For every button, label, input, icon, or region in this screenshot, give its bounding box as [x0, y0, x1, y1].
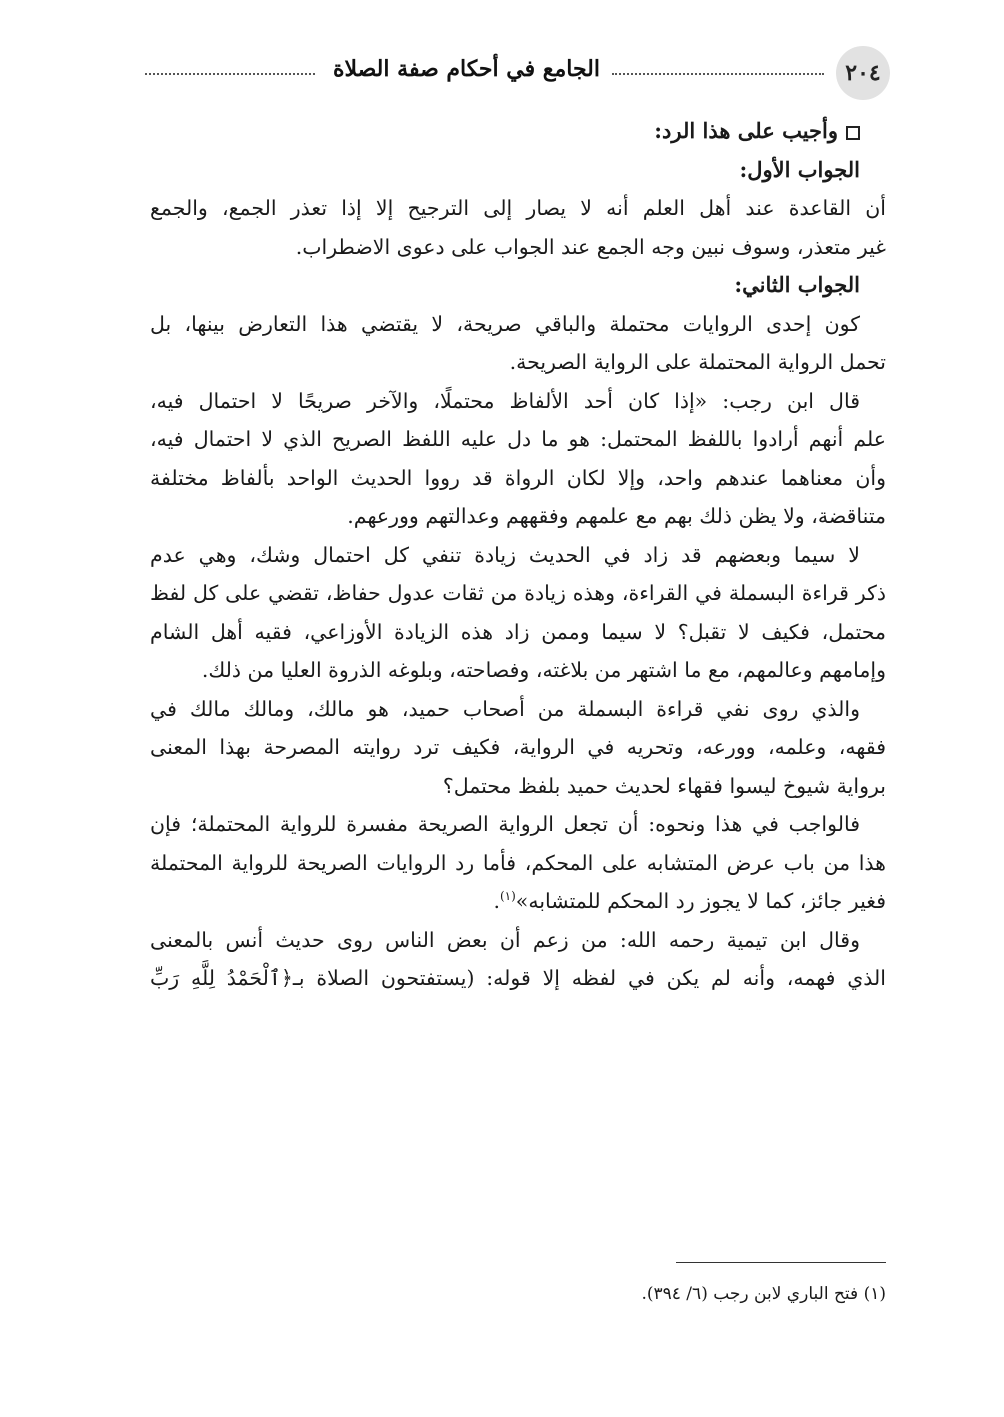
para-la-siyama-line-2: ذكر قراءة البسملة في القراءة، وهذه زيادة من ثقات عدول حفاظ، تقضي على كل لفظ	[150, 581, 886, 605]
para-alladhi-line-1: والذي روى نفي قراءة البسملة من أصحاب حميد، هو مالك، ومالك مالك في	[150, 696, 860, 721]
para-ibn-rajab-line-2: علم أنهم أرادوا باللفظ المحتمل: هو ما دل عليه اللفظ الصريح الذي لا احتمال فيه،	[150, 427, 886, 451]
para-ibn-taymiyya-line-1: وقال ابن تيمية رحمه الله: من زعم أن بعض الناس روى حديث أنس بالمعنى	[150, 927, 860, 952]
para-wajib-line-1: فالواجب في هذا ونحوه: أن تجعل الرواية الصريحة مفسرة للرواية المحتملة؛ فإن	[150, 812, 860, 836]
para-la-siyama-line-4: وإمامهم وعالمهم، مع ما اشتهر من بلاغته، وفصاحته، وبلوغه الذروة العليا من ذلك.	[201, 658, 886, 682]
para-wajib-line-3-text: فغير جائز، كما لا يجوز رد المحكم للمتشابه»	[515, 889, 886, 913]
para-first-line-1: أن القاعدة عند أهل العلم أنه لا يصار إلى الترجيح إلا إذا تعذر الجمع، والجمع	[150, 196, 886, 220]
para-second-line-1: كون إحدى الروايات محتملة والباقي صريحة، لا يقتضي هذا التعارض بينها، بل	[150, 311, 860, 336]
heading-reply: وأجيب على هذا الرد:	[150, 112, 886, 151]
main-text	[150, 112, 886, 998]
heading-first-answer: الجواب الأول:	[739, 156, 860, 182]
para-wajib-line-3	[150, 882, 886, 921]
para-first-line-2: غير متعذر، وسوف نبين وجه الجمع عند الجواب على دعوى الاضطراب.	[295, 234, 886, 259]
para-ibn-rajab-line-1: قال ابن رجب: «إذا كان أحد الألفاظ محتملًا، والآخر صريحًا لا احتمال فيه،	[150, 388, 860, 413]
checkbox-bullet-icon	[846, 126, 860, 140]
header-dotted-rule-right	[612, 73, 824, 75]
para-wajib-end: .	[493, 889, 500, 913]
para-la-siyama-line-3: محتمل، فكيف لا تقبل؟ لا سيما وممن زاد هذه الزيادة الأوزاعي، فقيه أهل الشام	[150, 619, 886, 644]
para-alladhi-line-3: برواية شيوخ ليسوا فقهاء لحديث حميد بلفظ محتمل؟	[442, 773, 886, 798]
footnote-1: (١) فتح الباري لابن رجب (٦/ ٣٩٤).	[641, 1284, 886, 1304]
book-title: الجامع في أحكام صفة الصلاة	[332, 56, 600, 82]
heading-second-answer: الجواب الثاني:	[734, 272, 860, 297]
para-alladhi-line-2: فقهه، وعلمه، وورعه، وتحريه في الرواية، فكيف ترد روايته المصرحة بهذا المعنى	[150, 735, 886, 759]
para-la-siyama-line-1: لا سيما وبعضهم قد زاد في الحديث زيادة تنفي كل احتمال وشك، وهي عدم	[150, 542, 860, 567]
para-ibn-rajab-line-3: وأن معناهما عندهم واحد، وإلا لكان الرواة قد رووا الحديث الواحد بألفاظ مختلفة	[150, 465, 886, 490]
para-wajib-line-2: هذا من باب عرض المتشابه على المحكم، فأما رد الروايات الصريحة للرواية المحتملة	[150, 850, 886, 875]
header-dotted-rule-left	[145, 73, 315, 75]
page-number-badge: ٢٠٤	[836, 46, 890, 100]
para-ibn-taymiyya-line-2: الذي فهمه، وأنه لم يكن في لفظه إلا قوله: (يستفتحون الصلاة بـ﴿ٱلْحَمْدُ لِلَّهِ رَبِّ	[150, 966, 886, 990]
para-ibn-rajab-line-4: متناقضة، ولا يظن ذلك بهم مع علمهم وفقههم وعدالتهم وورعهم.	[347, 504, 886, 528]
footnote-separator	[676, 1262, 886, 1263]
para-second-line-2: تحمل الرواية المحتملة على الرواية الصريحة.	[509, 350, 886, 374]
running-header	[145, 46, 890, 100]
footnote-ref-1[interactable]: (١)	[499, 889, 516, 904]
